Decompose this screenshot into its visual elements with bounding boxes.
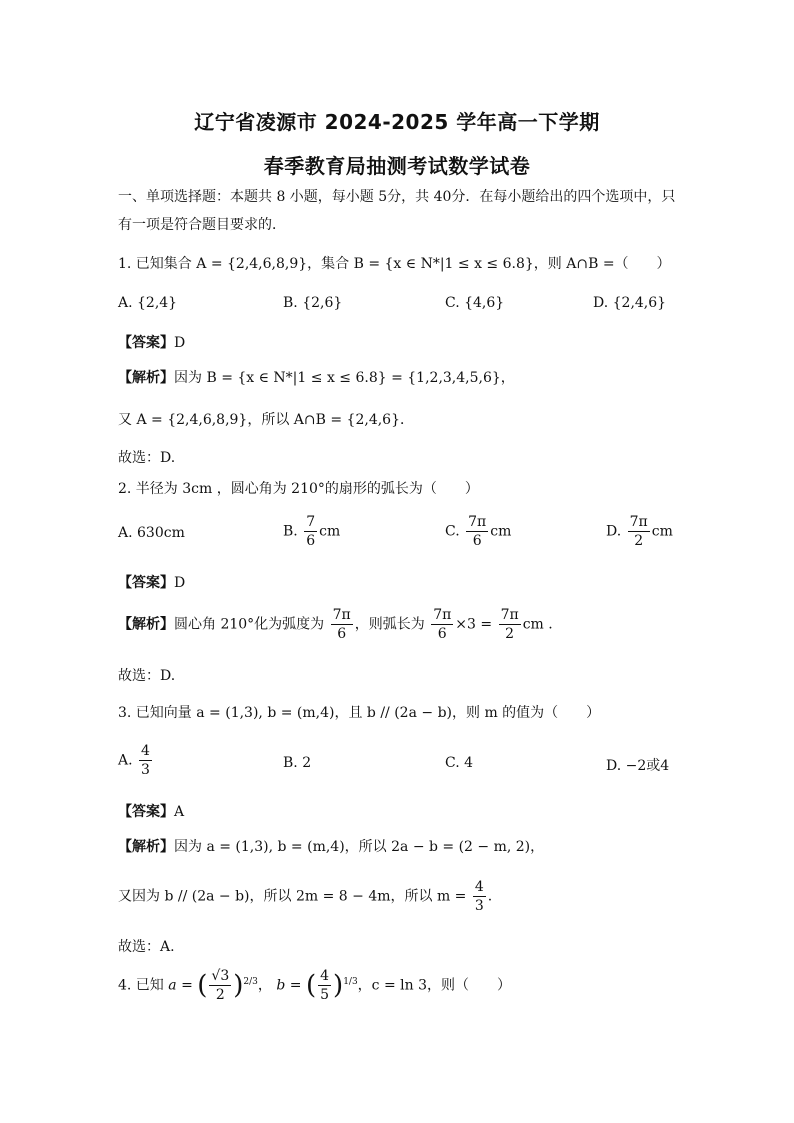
answer-label: 【答案】 — [118, 575, 174, 591]
fraction-7pi-6: $\frac{7\pi}{6}$ — [433, 607, 452, 642]
q2-option-a: A. 630cm — [118, 525, 185, 541]
q1-choose: 故选：D. — [118, 450, 176, 466]
fraction-7pi-2: $\frac{7\pi}{2}$ — [500, 607, 519, 642]
q2-analysis-mid: ，则弧长为 — [354, 616, 425, 633]
q1-option-d: D. {2,4,6} — [593, 295, 667, 311]
q3-answer-value: A — [174, 804, 185, 820]
q3-analysis-2: 又因为 b // (2a − b)，所以 2m = 8 − 4m，所以 m = — [118, 888, 467, 905]
q2-option-b: B. $\frac{7}{6}$ cm — [283, 514, 341, 549]
analysis-label: 【解析】 — [118, 616, 174, 633]
q3-answer — [118, 801, 184, 821]
q1-answer — [118, 332, 185, 352]
q2-analysis-text: 圆心角 210°化为弧度为 — [174, 616, 325, 633]
fraction-7pi-2: $\frac{7\pi}{2}$ — [629, 514, 648, 549]
q1-answer-value: D — [174, 335, 186, 351]
fraction-7pi-6: $\frac{7\pi}{6}$ — [332, 607, 351, 642]
answer-label: 【答案】 — [118, 804, 174, 820]
fraction-7-6: $\frac{7}{6}$ — [306, 514, 316, 549]
section-intro: 一、单项选择题：本题共 8 小题，每小题 5分，共 40分．在每小题给出的四个选项中，只有一项是符合题目要求的． — [118, 189, 676, 233]
fraction-4-5: $\frac{4}{5}$ — [320, 968, 330, 1003]
q4-stem-pre: 4. 已知 — [118, 977, 164, 994]
q3-choose: 故选：A. — [118, 939, 175, 955]
q2-answer — [118, 572, 185, 592]
title-line-2: 春季教育局抽测考试数学试卷 — [263, 154, 531, 178]
q2-stem: 2. 半径为 3cm ，圆心角为 210°的扇形的弧长为（ ） — [118, 481, 479, 497]
q1-analysis-2: 又 A = {2,4,6,8,9}，所以 A∩B = {2,4,6}． — [118, 412, 414, 428]
q2-option-d: D. $\frac{7\pi}{2}$ cm — [606, 514, 673, 549]
fraction-7pi-6: $\frac{7\pi}{6}$ — [468, 514, 487, 549]
q1-analysis-line-1 — [118, 367, 515, 387]
q1-option-b: B. {2,6} — [283, 295, 343, 311]
q2-answer-value: D — [174, 575, 186, 591]
q1-option-c: C. {4,6} — [445, 295, 505, 311]
q3-analysis-line-2: 又因为 b // (2a − b)，所以 2m = 8 − 4m，所以 m = $\frac{4}{3}$ . — [118, 879, 493, 914]
q2-option-d-label: D. — [606, 523, 622, 540]
q4-stem-post: ，c = ln 3，则（ ） — [357, 977, 511, 994]
q2-option-c: C. $\frac{7\pi}{6}$ cm — [445, 514, 512, 549]
q3-analysis-line-1 — [118, 836, 544, 856]
q3-option-a-label: A. — [118, 752, 133, 769]
q3-option-a — [118, 742, 154, 779]
q3-option-c: C. 4 — [445, 755, 474, 771]
q3-option-b: B. 2 — [283, 755, 312, 771]
q2-analysis: 【解析】圆心角 210°化为弧度为 $\frac{7\pi}{6}$ ，则弧长为 $\frac{7\pi}{6}$ ×3 = $\frac{7\pi}{2}$ cm . — [118, 607, 553, 642]
q4-stem: 4. 已知 a = ( $\frac{√3}{2}$ )$^{2/3}$， b = ( $\frac{4}{5}$ )$^{1/3}$，c = ln 3，则（ ） — [118, 968, 511, 1003]
fraction-4-3: $\frac{4}{3}$ — [474, 879, 484, 914]
q3-analysis-1: 因为 a = (1,3), b = (m,4)，所以 2a − b = (2 − m, 2)， — [174, 839, 545, 855]
analysis-label: 【解析】 — [118, 370, 174, 386]
analysis-label: 【解析】 — [118, 839, 174, 855]
q3-option-d: D. −2或4 — [606, 758, 670, 774]
q2-option-c-label: C. — [445, 523, 460, 540]
q1-stem: 1. 已知集合 A = {2,4,6,8,9}，集合 B = {x ∈ N*|1 ≤ x ≤ 6.8}，则 A∩B =（ ） — [118, 256, 671, 272]
title-line-1: 辽宁省凌源市 2024-2025 学年高一下学期 — [194, 110, 600, 134]
q1-analysis-1: 因为 B = {x ∈ N*|1 ≤ x ≤ 6.8} = {1,2,3,4,5,6}， — [174, 370, 515, 386]
fraction-sqrt3-2: $\frac{√3}{2}$ — [211, 968, 230, 1003]
q2-choose: 故选：D. — [118, 668, 176, 684]
fraction-4-3: $\frac{4}{3}$ — [141, 743, 150, 778]
q1-option-a: A. {2,4} — [118, 295, 178, 311]
answer-label: 【答案】 — [118, 335, 174, 351]
q3-stem: 3. 已知向量 a = (1,3), b = (m,4)，且 b // (2a − b)，则 m 的值为（ ） — [118, 705, 601, 721]
q2-option-b-label: B. — [283, 523, 298, 540]
